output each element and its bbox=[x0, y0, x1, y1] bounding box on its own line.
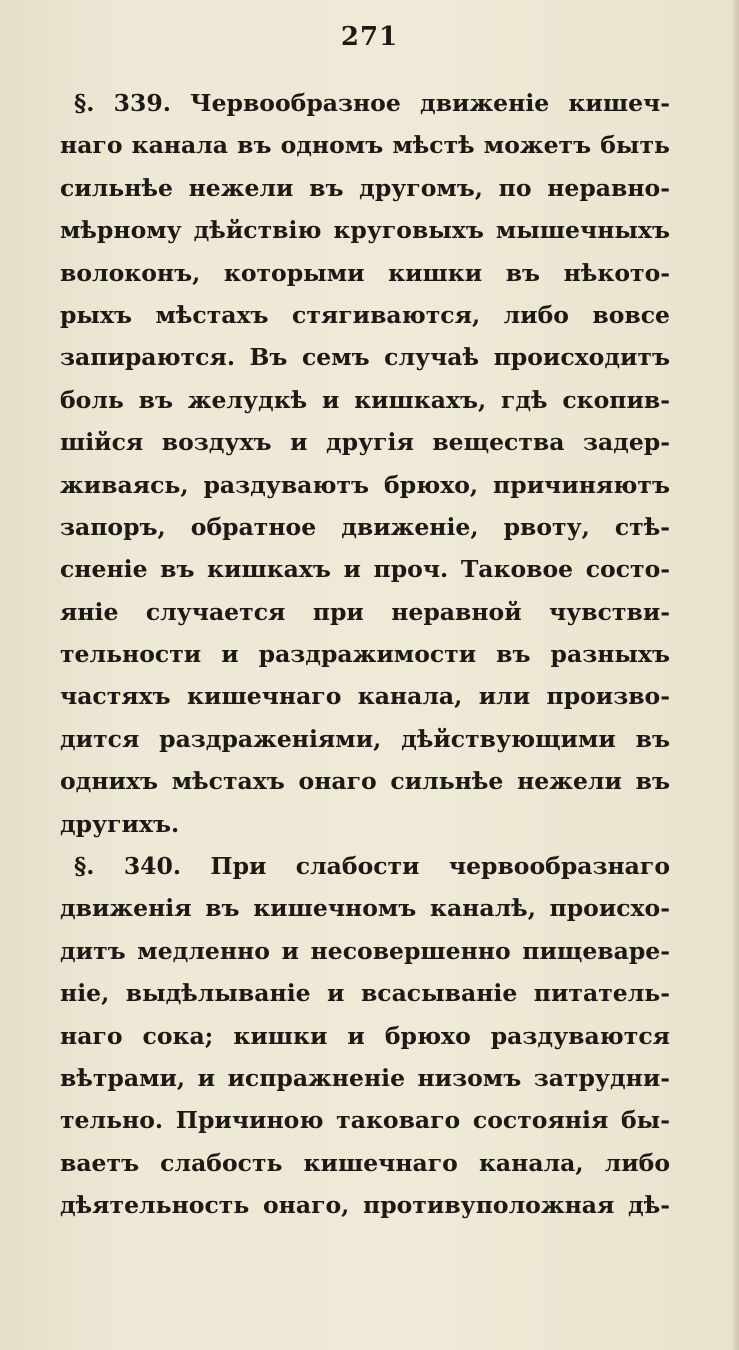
page-number: 271 bbox=[340, 22, 399, 52]
text-line: сненіе въ кишкахъ и проч. Таковое состо- bbox=[60, 555, 670, 584]
text-line: сильнѣе нежели въ другомъ, по неравно- bbox=[60, 173, 670, 202]
text-line: запоръ, обратное движеніе, рвоту, стѣ- bbox=[60, 512, 670, 541]
text-line: мѣрному дѣйствію круговыхъ мышечныхъ bbox=[60, 216, 670, 245]
text-body bbox=[60, 82, 670, 1227]
paragraph-section-340 bbox=[60, 845, 670, 1227]
text-line: шійся воздухъ и другія вещества задер- bbox=[60, 428, 670, 457]
text-line: вѣтрами, и испражненіе низомъ затрудни- bbox=[60, 1063, 670, 1092]
text-line: рыхъ мѣстахъ стягиваются, либо вовсе bbox=[60, 300, 670, 329]
text-line: запираются. Въ семъ случаѣ происходитъ bbox=[60, 343, 670, 372]
text-line: другихъ. bbox=[60, 809, 180, 838]
text-line: §. 339. Червообразное движеніе кишеч- bbox=[74, 89, 670, 117]
text-line: волоконъ, которыми кишки въ нѣкото- bbox=[60, 258, 670, 287]
text-line: дитъ медленно и несовершенно пищеваре- bbox=[60, 936, 670, 965]
text-line: ваетъ слабость кишечнаго канала, либо bbox=[60, 1148, 670, 1177]
text-line: наго сока; кишки и брюхо раздуваются bbox=[60, 1021, 670, 1050]
text-line: однихъ мѣстахъ онаго сильнѣе нежели въ bbox=[60, 767, 670, 796]
text-line: частяхъ кишечнаго канала, или произво- bbox=[60, 682, 670, 711]
text-line: боль въ желудкѣ и кишкахъ, гдѣ скопив- bbox=[60, 385, 670, 414]
text-line: движенія въ кишечномъ каналѣ, происхо- bbox=[60, 894, 670, 923]
text-line: дѣятельность онаго, противуположная дѣ- bbox=[60, 1191, 670, 1220]
text-line: тельно. Причиною таковаго состоянія бы- bbox=[60, 1106, 670, 1135]
text-line: живаясь, раздуваютъ брюхо, причиняютъ bbox=[60, 470, 670, 499]
text-line: §. 340. При слабости червообразнаго bbox=[74, 852, 670, 881]
paragraph-section-339 bbox=[60, 82, 670, 845]
text-line: дится раздраженіями, дѣйствующими въ bbox=[60, 724, 670, 753]
text-line: ніе, выдѣлываніе и всасываніе питатель- bbox=[60, 979, 670, 1008]
text-line: наго канала въ одномъ мѣстѣ можетъ быть bbox=[60, 131, 670, 160]
text-line: тельности и раздражимости въ разныхъ bbox=[60, 640, 670, 669]
page-edge-shadow bbox=[731, 0, 739, 1350]
text-line: яніе случается при неравной чувстви- bbox=[60, 597, 670, 626]
